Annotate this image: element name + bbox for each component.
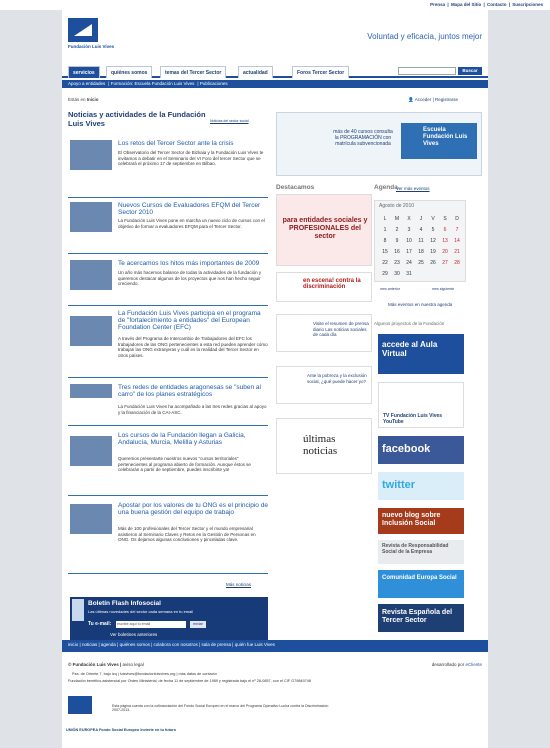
news-thumbnail[interactable] <box>70 384 112 398</box>
calendar-day[interactable]: 30 <box>394 271 400 277</box>
project-europa-social[interactable]: Comunidad Europa Social <box>378 570 464 598</box>
main-nav <box>62 64 488 78</box>
calendar-day[interactable]: 7 <box>455 227 459 233</box>
calendar-month: Agosto de 2010 <box>379 203 415 209</box>
calendar-day[interactable]: 14 <box>454 238 460 244</box>
calendar-day[interactable]: 31 <box>406 271 412 277</box>
newsletter-icon <box>72 599 84 621</box>
news-section-title: Noticias y actividades de la Fundación Luis Vives <box>68 110 206 128</box>
login-link[interactable]: Acceder <box>414 97 432 102</box>
destacamos-title: Destacamos <box>276 184 315 191</box>
footer-link[interactable]: agenda <box>100 642 116 647</box>
project-rse[interactable]: Revista de Responsabilidad Social de la Empresa <box>378 540 464 564</box>
banner-text: más de 40 cursos consulta la PROGRAMACIÓN con matrícula subvencionada <box>333 129 393 147</box>
footer-nav: inicio | noticias | agenda | quiénes somos | colabora con nosotros | sala de prensa | quién fue Luis Vives <box>62 640 488 652</box>
sub-nav: Apoyo a entidades | Formación: Escuela Fundación Luis Vives | Publicaciones <box>62 80 488 88</box>
calendar-day[interactable]: 24 <box>406 260 412 266</box>
calendar-day[interactable]: 2 <box>395 227 399 233</box>
top-link-prensa[interactable]: Prensa <box>430 2 446 7</box>
destacamos-item[interactable]: Ante la pobreza y la exclusión social, ¿qué puede hacer yo? <box>276 366 372 404</box>
destacamos-item[interactable]: Visite el resumen de prensa diario Las noticias sociales de cada día <box>276 314 372 352</box>
calendar-day[interactable]: 16 <box>394 249 400 255</box>
footer-link[interactable]: colabora con nosotros <box>153 642 198 647</box>
newsletter-title: Boletín Flash Infosocial <box>88 600 161 607</box>
calendar-day[interactable]: 23 <box>394 260 400 266</box>
eu-flag-icon <box>68 696 92 714</box>
calendar-day[interactable] <box>439 270 451 278</box>
news-item <box>68 426 268 496</box>
all-news-link[interactable]: Noticias del sector social <box>210 119 249 123</box>
top-links: Prensa | Mapa del Sitio | Contacto | Suscripciones <box>430 2 543 7</box>
project-aula-virtual[interactable]: accede al Aula Virtual <box>378 334 464 374</box>
brand-name: Fundación Luis Vives <box>68 44 115 49</box>
destacamos-item[interactable]: últimas noticias <box>276 418 372 474</box>
eu-label: UNIÓN EUROPEA Fondo Social Europeo Invierte en tu futuro <box>66 728 176 732</box>
calendar-day[interactable]: 22 <box>382 260 388 266</box>
more-events-link[interactable]: Ver más eventos <box>396 186 430 191</box>
calendar-day[interactable]: 6 <box>443 227 447 233</box>
calendar-day[interactable]: 27 <box>442 260 448 266</box>
calendar-weekday: X <box>407 216 411 222</box>
calendar-weekday: M <box>394 216 400 222</box>
top-link-mapa[interactable]: Mapa del Sitio <box>450 2 482 7</box>
news-title[interactable]: Te acercamos los hitos más importantes de 2009 <box>118 260 260 267</box>
calendar-day[interactable]: 18 <box>418 249 424 255</box>
calendar <box>374 200 466 282</box>
news-title[interactable]: Tres redes de entidades aragonesas se "suben al carro" de los planes estratégicos <box>118 384 261 398</box>
calendar-weekday: V <box>431 216 435 222</box>
calendar-day[interactable] <box>415 270 427 278</box>
news-thumbnail[interactable] <box>70 316 112 346</box>
breadcrumb: Estás en Inicio <box>68 97 99 102</box>
footer-link[interactable]: quién fue Luis Vives <box>234 642 275 647</box>
news-title[interactable]: Apostar por los valores de tu ONG es el principio de una buena gestión del equipo de trabajo <box>118 502 268 516</box>
subnav-formacion[interactable]: Formación: Escuela Fundación Luis Vives <box>110 81 195 86</box>
calendar-day[interactable]: 15 <box>382 249 388 255</box>
news-title[interactable]: Los retos del Tercer Sector ante la crisis <box>118 140 234 147</box>
top-link-suscripciones[interactable]: Suscripciones <box>512 2 543 7</box>
calendar-day[interactable]: 19 <box>430 249 436 255</box>
news-title[interactable]: La Fundación Luis Vives participa en el programa de "fortalecimiento a entidades" del European Foundation Center (EFC) <box>118 310 261 331</box>
top-link-contacto[interactable]: Contacto <box>486 2 507 7</box>
courses-banner[interactable] <box>276 112 482 176</box>
news-item <box>68 198 268 254</box>
email-field[interactable]: escribe aquí tu email <box>116 621 186 628</box>
calendar-day[interactable]: 8 <box>383 238 387 244</box>
tab-temas[interactable]: temas del Tercer Sector <box>160 66 226 78</box>
tagline: Voluntad y eficacia, juntos mejor <box>367 32 482 41</box>
news-title[interactable]: Nuevos Cursos de Evaluadores EFQM del Tercer Sector 2010 <box>118 202 261 216</box>
calendar-weekday: S <box>443 216 447 222</box>
calendar-day[interactable]: 20 <box>442 249 448 255</box>
news-item <box>68 378 268 426</box>
news-body: La Fundación Luis Vives ha acompañado a las tres redes gracias al apoyo y la financiación de la CAI-ASC. <box>118 404 267 415</box>
calendar-weekday: J <box>419 216 423 222</box>
projects-title: Algunos proyectos de la Fundación <box>374 321 445 326</box>
news-title[interactable]: Los cursos de la Fundación llegan a Galicia, Andalucía, Murcia, Melilla y Asturias <box>118 432 246 446</box>
footer-link[interactable]: quiénes somos <box>119 642 150 647</box>
news-body: El Observatorio del Tercer Sector de Bizkaia y la Fundación Luis Vives te invitamos a debatir en el Seminario del VI Foro del tercer Sector que se celebrará el próximo 17 de septiembre en Bilbao. <box>118 150 264 167</box>
footer-link[interactable]: noticias <box>81 642 98 647</box>
project-twitter[interactable]: twitter <box>378 472 464 500</box>
calendar-day[interactable]: 11 <box>418 238 424 244</box>
tab-actualidad[interactable]: actualidad <box>238 66 273 78</box>
escuela-logo: Escuela Fundación Luis Vives <box>401 123 477 159</box>
calendar-day[interactable]: 28 <box>454 260 460 266</box>
login-links: 👤 Acceder | Registrarse <box>408 97 458 102</box>
project-revista[interactable]: Revista Española del Tercer Sector <box>378 604 464 632</box>
foundation-registration: Fundación benéfico-asistencial por Orden Ministerial, de fecha 11 de septiembre de 1989 y registrada bajo el nº 28-0857, con el CIF G79849746 <box>68 679 311 683</box>
news-thumbnail[interactable] <box>70 140 112 170</box>
footer-link[interactable]: inicio <box>68 642 79 647</box>
newsletter-subtitle: Las últimas novedades del sector cada semana en tu email <box>88 609 194 614</box>
search-button[interactable]: Buscar <box>458 67 482 75</box>
calendar-day[interactable]: 5 <box>431 227 435 233</box>
next-month-link[interactable]: mes siguiente <box>432 287 455 291</box>
calendar-day[interactable] <box>451 270 463 278</box>
logo-icon[interactable] <box>68 18 98 42</box>
calendar-day[interactable] <box>427 270 439 278</box>
more-events-agenda-link[interactable]: Más eventos en nuestra agenda <box>388 302 453 307</box>
calendar-day[interactable]: 10 <box>406 238 412 244</box>
tab-quienes-somos[interactable]: quiénes somos <box>106 66 152 78</box>
search-input[interactable] <box>398 67 456 75</box>
more-news-link[interactable]: Más noticias <box>226 582 252 587</box>
previous-newsletters-link[interactable]: Ver boletines anteriores <box>110 632 158 637</box>
calendar-day[interactable]: 1 <box>383 227 387 233</box>
tab-foros[interactable]: Foros Tercer Sector <box>292 66 349 78</box>
news-item <box>68 254 268 306</box>
news-thumbnail[interactable] <box>70 260 112 290</box>
calendar-grid <box>379 215 463 289</box>
calendar-day[interactable]: 4 <box>419 227 423 233</box>
email-label: Tu e-mail: <box>88 621 112 627</box>
calendar-day[interactable]: 21 <box>454 249 460 255</box>
calendar-day[interactable]: 29 <box>382 271 388 277</box>
main-wrapper <box>62 10 488 666</box>
calendar-day[interactable]: 13 <box>442 238 448 244</box>
calendar-day[interactable]: 12 <box>430 238 436 244</box>
news-thumbnail[interactable] <box>70 504 112 534</box>
calendar-day[interactable]: 26 <box>430 260 436 266</box>
developer-credit: desarrollado por eCliente <box>431 662 482 667</box>
newsletter-box <box>70 597 268 641</box>
news-item <box>68 136 268 198</box>
destacamos-item[interactable]: en escena! contra la discriminación <box>276 272 372 302</box>
news-body: Queremos presentarte nuestros nuevos "cursos territoriales" pertenecientes al programa abierto de formación. Aunque éstos se celebrarán a partir de septiembre, puedes inscribirte ya! <box>118 456 251 473</box>
news-item <box>68 496 268 574</box>
address: Pza. de Oriente 7, bajo izq | luisvives@fundacionluisvives.org | más datos de contacto <box>72 672 217 676</box>
legal-link[interactable]: aviso legal <box>122 662 144 667</box>
agenda-title: Agenda <box>374 184 398 191</box>
project-tv[interactable]: TV Fundación Luis Vives YouTube <box>378 382 464 428</box>
newsletter-submit-button[interactable]: enviar <box>190 621 206 628</box>
calendar-day[interactable]: 3 <box>407 227 411 233</box>
destacamos-item[interactable]: para entidades sociales y PROFESIONALES del sector <box>276 194 372 266</box>
footer-link[interactable]: sala de prensa <box>201 642 232 647</box>
developer-link[interactable]: eCliente <box>465 662 482 667</box>
news-item <box>68 306 268 378</box>
footer <box>62 652 488 748</box>
subnav-publicaciones[interactable]: Publicaciones <box>199 81 228 86</box>
calendar-day[interactable]: 9 <box>395 238 399 244</box>
project-facebook[interactable]: facebook <box>378 436 464 464</box>
news-body: La Fundación Luis Vives pone en marcha un nuevo ciclo de cursos con el objetivo de formar a evaluadores EFQM para el Tercer Sector. <box>118 218 265 229</box>
project-blog[interactable]: nuevo blog sobre Inclusión Social <box>378 508 464 534</box>
news-body: Más de 100 profesionales del Tercer Sector y el mundo empresarial asistieron al Seminario Claves y Retos en la Gestión de Personas en ONG. Os dejamos algunas conclusiones y pinceladas clave. <box>118 526 256 543</box>
user-icon: 👤 <box>408 97 414 102</box>
news-body: Un año más hacemos balance de todas la actividades de la fundación y queremos destacar algunos de los proyectos que nos han hecho seguir creciendo. <box>118 270 262 287</box>
top-bar <box>0 0 550 10</box>
eu-funding-text: Esta página cuenta con la cofinanciación del Fondo Social Europeo en el marco del Programa Operativo Lucha contra la Discriminación 2007-2013. <box>112 704 329 713</box>
news-thumbnail[interactable] <box>70 436 112 466</box>
calendar-weekday: D <box>455 216 459 222</box>
copyright: © Fundación Luis Vives | aviso legal <box>68 662 144 667</box>
prev-month-link[interactable]: mes anterior <box>380 287 400 291</box>
subnav-apoyo[interactable]: Apoyo a entidades <box>68 81 106 86</box>
news-thumbnail[interactable] <box>70 202 112 232</box>
calendar-day[interactable]: 17 <box>406 249 412 255</box>
calendar-weekday: L <box>383 216 387 222</box>
calendar-day[interactable]: 25 <box>418 260 424 266</box>
tab-servicios[interactable]: servicios <box>68 66 100 78</box>
register-link[interactable]: Registrarse <box>434 97 458 102</box>
news-body: A través del Programa de Intercambio de Trabajadores del EFC los trabajadores de las ONG pertenecientes a esta red pueden aprender cómo trabajan las ONG extranjeras y cuál es la realidad del Tercer Sector en otros países. <box>118 336 268 358</box>
